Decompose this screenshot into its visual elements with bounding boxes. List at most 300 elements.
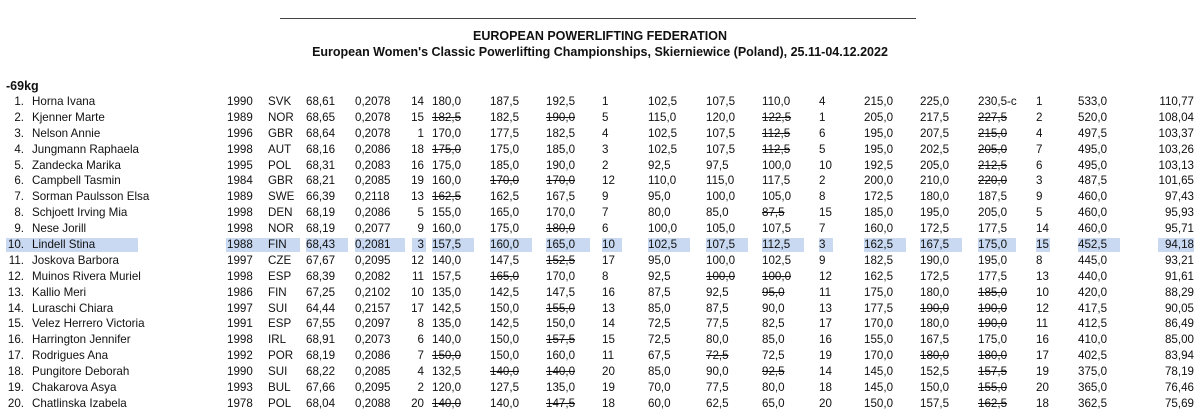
cell-sqp: 18 bbox=[602, 396, 615, 410]
cell-sq3: 157,5 bbox=[546, 333, 576, 347]
cell-dlp: 8 bbox=[1036, 253, 1043, 267]
cell-dlp: 4 bbox=[1036, 126, 1043, 140]
cell-bp2: 92,5 bbox=[706, 285, 729, 299]
cell-dl2: 180,0 bbox=[920, 349, 950, 363]
cell-year: 1997 bbox=[227, 301, 253, 315]
cell-dl3: 190,0 bbox=[978, 301, 1008, 315]
cell-sqp: 10 bbox=[602, 238, 615, 252]
cell-total: 460,0 bbox=[1078, 206, 1108, 220]
cell-rank: 15. bbox=[7, 317, 24, 331]
cell-year: 1990 bbox=[227, 95, 253, 108]
cell-bpp: 14 bbox=[819, 365, 832, 379]
table-row bbox=[0, 332, 1200, 348]
cell-dl3: 230,5-c bbox=[978, 95, 1017, 108]
results-table bbox=[0, 94, 1200, 412]
cell-dl2: 190,0 bbox=[920, 253, 950, 267]
cell-sq2: 150,0 bbox=[490, 349, 520, 363]
cell-points: 75,69 bbox=[1164, 396, 1194, 410]
cell-nat: POL bbox=[268, 396, 292, 410]
cell-points: 76,46 bbox=[1164, 381, 1194, 395]
cell-sq1: 120,0 bbox=[432, 381, 462, 395]
cell-coef: 0,2097 bbox=[355, 317, 391, 331]
cell-sq3: 135,0 bbox=[546, 381, 576, 395]
cell-bp2: 107,5 bbox=[706, 95, 736, 108]
cell-name: Muinos Rivera Muriel bbox=[32, 269, 141, 283]
cell-dl2: 180,0 bbox=[920, 317, 950, 331]
cell-dl1: 155,0 bbox=[864, 333, 894, 347]
cell-name: Jungmann Raphaela bbox=[32, 142, 139, 156]
cell-dl1: 172,5 bbox=[864, 190, 894, 204]
cell-coef: 0,2118 bbox=[355, 190, 390, 204]
cell-total: 487,5 bbox=[1078, 174, 1108, 188]
cell-coef: 0,2077 bbox=[355, 222, 391, 236]
cell-rank: 16. bbox=[7, 333, 24, 347]
cell-bw: 68,19 bbox=[306, 206, 336, 220]
cell-dl1: 162,5 bbox=[864, 269, 894, 283]
cell-dl2: 180,0 bbox=[920, 285, 950, 299]
cell-name: Schjoett Irving Mia bbox=[32, 206, 128, 220]
cell-dl3: 180,0 bbox=[978, 349, 1008, 363]
cell-sqp: 17 bbox=[602, 253, 615, 267]
cell-dl3: 155,0 bbox=[978, 381, 1008, 395]
cell-rank: 10. bbox=[7, 238, 24, 252]
cell-bpp: 3 bbox=[819, 238, 826, 252]
cell-dl2: 172,5 bbox=[920, 269, 950, 283]
cell-sq3: 185,0 bbox=[546, 142, 576, 156]
cell-points: 95,71 bbox=[1164, 222, 1194, 236]
cell-dlp: 11 bbox=[1036, 317, 1049, 331]
cell-bp1: 102,5 bbox=[648, 95, 678, 108]
cell-dl1: 162,5 bbox=[864, 238, 894, 252]
cell-sq2: 175,0 bbox=[490, 142, 520, 156]
cell-name: Lindell Stina bbox=[32, 238, 96, 252]
cell-bp3: 100,0 bbox=[762, 158, 792, 172]
cell-year: 1991 bbox=[227, 317, 253, 331]
cell-bpp: 20 bbox=[819, 396, 832, 410]
cell-dl2: 180,0 bbox=[920, 190, 950, 204]
cell-dl1: 185,0 bbox=[864, 206, 894, 220]
cell-sq2: 142,5 bbox=[490, 285, 520, 299]
cell-bp3: 102,5 bbox=[762, 253, 792, 267]
cell-bp2: 77,5 bbox=[706, 381, 729, 395]
cell-dl2: 167,5 bbox=[920, 238, 950, 252]
cell-sqp: 2 bbox=[602, 158, 609, 172]
cell-total: 495,0 bbox=[1078, 142, 1108, 156]
cell-bp1: 100,0 bbox=[648, 222, 678, 236]
cell-dlp: 2 bbox=[1036, 110, 1043, 124]
cell-nat: NOR bbox=[268, 110, 294, 124]
cell-sq3: 165,0 bbox=[546, 238, 576, 252]
cell-dl2: 225,0 bbox=[920, 95, 950, 108]
cell-lot: 3 bbox=[417, 238, 424, 252]
cell-nat: ESP bbox=[268, 317, 292, 331]
cell-sqp: 14 bbox=[602, 317, 615, 331]
cell-sq3: 170,0 bbox=[546, 206, 576, 220]
cell-dlp: 15 bbox=[1036, 238, 1049, 252]
cell-bp3: 100,0 bbox=[762, 269, 792, 283]
cell-bp3: 105,0 bbox=[762, 190, 792, 204]
cell-bpp: 10 bbox=[819, 158, 832, 172]
cell-bw: 68,91 bbox=[306, 333, 336, 347]
cell-bp2: 100,0 bbox=[706, 253, 736, 267]
cell-sqp: 1 bbox=[602, 95, 609, 108]
cell-total: 460,0 bbox=[1078, 190, 1108, 204]
cell-bpp: 4 bbox=[819, 95, 826, 108]
cell-dl2: 195,0 bbox=[920, 206, 950, 220]
cell-bp1: 92,5 bbox=[648, 269, 671, 283]
cell-bp1: 87,5 bbox=[648, 285, 671, 299]
cell-rank: 13. bbox=[7, 285, 24, 299]
cell-rank: 11. bbox=[8, 253, 24, 267]
cell-sqp: 7 bbox=[602, 206, 609, 220]
cell-year: 1989 bbox=[227, 110, 253, 124]
cell-bpp: 15 bbox=[819, 206, 832, 220]
cell-bp1: 95,0 bbox=[648, 190, 671, 204]
cell-bp2: 90,0 bbox=[706, 365, 729, 379]
cell-dl2: 152,5 bbox=[920, 365, 950, 379]
cell-dl3: 195,0 bbox=[978, 253, 1008, 267]
cell-dl1: 145,0 bbox=[864, 381, 894, 395]
cell-sqp: 9 bbox=[602, 190, 609, 204]
cell-sq3: 170,0 bbox=[546, 174, 576, 188]
cell-lot: 20 bbox=[411, 396, 424, 410]
cell-bpp: 9 bbox=[819, 253, 826, 267]
cell-sq1: 135,0 bbox=[432, 317, 462, 331]
cell-sq2: 142,5 bbox=[490, 317, 520, 331]
cell-sq2: 162,5 bbox=[490, 190, 520, 204]
table-row bbox=[0, 126, 1200, 142]
cell-dl1: 205,0 bbox=[864, 110, 894, 124]
cell-bpp: 11 bbox=[819, 285, 832, 299]
cell-rank: 12. bbox=[7, 269, 24, 283]
cell-bp1: 102,5 bbox=[648, 142, 678, 156]
cell-sqp: 8 bbox=[602, 269, 609, 283]
cell-sq1: 142,5 bbox=[432, 301, 462, 315]
cell-total: 420,0 bbox=[1078, 285, 1108, 299]
cell-dl2: 202,5 bbox=[920, 142, 950, 156]
cell-sq2: 187,5 bbox=[490, 95, 520, 108]
cell-dl3: 220,0 bbox=[978, 174, 1008, 188]
cell-bw: 68,04 bbox=[306, 396, 336, 410]
cell-nat: SUI bbox=[268, 365, 288, 379]
cell-bp2: 80,0 bbox=[706, 333, 729, 347]
cell-bp1: 60,0 bbox=[648, 396, 671, 410]
cell-bp1: 102,5 bbox=[648, 126, 678, 140]
cell-total: 520,0 bbox=[1078, 110, 1108, 124]
cell-bp1: 70,0 bbox=[648, 381, 671, 395]
cell-total: 533,0 bbox=[1078, 95, 1108, 108]
cell-dl3: 177,5 bbox=[978, 269, 1008, 283]
cell-nat: POL bbox=[268, 158, 292, 172]
cell-bw: 68,19 bbox=[306, 222, 336, 236]
cell-bp3: 72,5 bbox=[762, 349, 785, 363]
cell-points: 88,29 bbox=[1164, 285, 1194, 299]
cell-year: 1992 bbox=[227, 349, 253, 363]
cell-bw: 68,31 bbox=[306, 158, 336, 172]
cell-bp1: 115,0 bbox=[648, 110, 677, 124]
cell-name: Nese Jorill bbox=[32, 222, 87, 236]
cell-lot: 13 bbox=[411, 190, 424, 204]
cell-bpp: 19 bbox=[819, 349, 832, 363]
cell-dlp: 1 bbox=[1036, 95, 1043, 108]
cell-coef: 0,2081 bbox=[355, 238, 391, 252]
cell-name: Joskova Barbora bbox=[32, 253, 119, 267]
cell-coef: 0,2088 bbox=[355, 396, 391, 410]
cell-sq1: 175,0 bbox=[432, 158, 462, 172]
cell-nat: SVK bbox=[268, 95, 292, 108]
cell-points: 78,19 bbox=[1164, 365, 1194, 379]
cell-total: 410,0 bbox=[1078, 333, 1108, 347]
cell-rank: 6. bbox=[14, 174, 24, 188]
cell-points: 83,94 bbox=[1164, 349, 1194, 363]
cell-sqp: 20 bbox=[602, 365, 615, 379]
cell-year: 1998 bbox=[227, 206, 253, 220]
cell-year: 1984 bbox=[227, 174, 253, 188]
table-row bbox=[0, 380, 1200, 396]
cell-dlp: 20 bbox=[1036, 381, 1049, 395]
cell-bw: 64,44 bbox=[306, 301, 336, 315]
cell-bp2: 97,5 bbox=[706, 158, 729, 172]
cell-sq3: 150,0 bbox=[546, 317, 576, 331]
cell-sq3: 192,5 bbox=[546, 95, 576, 108]
cell-dlp: 5 bbox=[1036, 206, 1043, 220]
cell-bp3: 117,5 bbox=[762, 174, 791, 188]
cell-year: 1989 bbox=[227, 190, 253, 204]
cell-points: 97,43 bbox=[1164, 190, 1194, 204]
cell-sq1: 182,5 bbox=[432, 110, 462, 124]
cell-bp2: 77,5 bbox=[706, 317, 729, 331]
cell-bpp: 17 bbox=[819, 317, 832, 331]
cell-sq3: 152,5 bbox=[546, 253, 576, 267]
cell-year: 1986 bbox=[227, 285, 253, 299]
table-row bbox=[0, 189, 1200, 205]
cell-dl3: 205,0 bbox=[978, 142, 1008, 156]
cell-nat: ESP bbox=[268, 269, 292, 283]
cell-total: 460,0 bbox=[1078, 222, 1108, 236]
cell-lot: 18 bbox=[411, 142, 424, 156]
table-row bbox=[0, 158, 1200, 174]
cell-name: Kallio Meri bbox=[32, 285, 87, 299]
cell-sq1: 157,5 bbox=[432, 269, 462, 283]
table-row bbox=[0, 94, 1200, 110]
cell-sq2: 175,0 bbox=[490, 222, 520, 236]
cell-nat: GBR bbox=[268, 126, 294, 140]
cell-dl2: 190,0 bbox=[920, 301, 950, 315]
cell-nat: SUI bbox=[268, 301, 288, 315]
cell-sq3: 140,0 bbox=[546, 365, 576, 379]
cell-dl2: 167,5 bbox=[920, 333, 950, 347]
cell-name: Rodrigues Ana bbox=[32, 349, 109, 363]
cell-bp2: 107,5 bbox=[706, 142, 736, 156]
cell-dl2: 150,0 bbox=[920, 381, 950, 395]
cell-dl3: 215,0 bbox=[978, 126, 1008, 140]
table-row bbox=[0, 396, 1200, 412]
cell-dlp: 16 bbox=[1036, 333, 1049, 347]
cell-dlp: 19 bbox=[1036, 365, 1049, 379]
cell-bp3: 122,5 bbox=[762, 110, 792, 124]
cell-total: 412,5 bbox=[1078, 317, 1108, 331]
weight-class-heading: -69kg bbox=[6, 79, 39, 93]
cell-sq1: 155,0 bbox=[432, 206, 462, 220]
cell-bp1: 85,0 bbox=[648, 365, 671, 379]
cell-bw: 67,67 bbox=[306, 253, 336, 267]
cell-points: 95,93 bbox=[1164, 206, 1194, 220]
cell-bpp: 18 bbox=[819, 381, 832, 395]
cell-sq3: 147,5 bbox=[546, 285, 576, 299]
cell-name: Chakarova Asya bbox=[32, 381, 117, 395]
federation-title: EUROPEAN POWERLIFTING FEDERATION bbox=[473, 29, 727, 43]
cell-nat: CZE bbox=[268, 253, 292, 267]
cell-lot: 11 bbox=[411, 269, 424, 283]
cell-dl1: 177,5 bbox=[864, 301, 894, 315]
cell-year: 1998 bbox=[227, 269, 253, 283]
cell-sq2: 165,0 bbox=[490, 206, 520, 220]
cell-dl1: 170,0 bbox=[864, 317, 894, 331]
cell-dl3: 212,5 bbox=[978, 158, 1008, 172]
cell-sq3: 182,5 bbox=[546, 126, 576, 140]
table-row bbox=[0, 110, 1200, 126]
cell-rank: 5. bbox=[14, 158, 24, 172]
cell-rank: 1. bbox=[14, 95, 24, 108]
cell-sq1: 160,0 bbox=[432, 222, 462, 236]
cell-bp3: 110,0 bbox=[762, 95, 791, 108]
cell-coef: 0,2078 bbox=[355, 95, 391, 108]
cell-rank: 18. bbox=[7, 365, 24, 379]
cell-lot: 7 bbox=[417, 349, 424, 363]
cell-bw: 68,64 bbox=[306, 126, 336, 140]
cell-bp3: 80,0 bbox=[762, 381, 785, 395]
cell-lot: 10 bbox=[411, 285, 424, 299]
cell-bp2: 85,0 bbox=[706, 206, 729, 220]
cell-dlp: 13 bbox=[1036, 269, 1049, 283]
cell-dlp: 3 bbox=[1036, 174, 1043, 188]
cell-bw: 67,55 bbox=[306, 317, 336, 331]
cell-total: 440,0 bbox=[1078, 269, 1108, 283]
cell-sq3: 190,0 bbox=[546, 110, 576, 124]
cell-bpp: 7 bbox=[819, 222, 826, 236]
cell-sq3: 180,0 bbox=[546, 222, 576, 236]
cell-total: 375,0 bbox=[1078, 365, 1108, 379]
cell-bp1: 102,5 bbox=[648, 238, 678, 252]
cell-year: 1995 bbox=[227, 158, 253, 172]
cell-sq1: 175,0 bbox=[432, 142, 462, 156]
cell-bpp: 1 bbox=[819, 110, 826, 124]
cell-points: 93,21 bbox=[1164, 253, 1194, 267]
cell-nat: POR bbox=[268, 349, 294, 363]
cell-lot: 16 bbox=[411, 158, 424, 172]
cell-rank: 9. bbox=[14, 222, 24, 236]
cell-dl3: 205,0 bbox=[978, 206, 1008, 220]
table-row bbox=[0, 285, 1200, 301]
cell-dl1: 195,0 bbox=[864, 126, 894, 140]
championship-title: European Women's Classic Powerlifting Championships, Skierniewice (Poland), 25.11-04.12.2022 bbox=[312, 45, 888, 59]
cell-year: 1997 bbox=[227, 253, 253, 267]
cell-dl3: 190,0 bbox=[978, 317, 1008, 331]
cell-points: 85,00 bbox=[1164, 333, 1194, 347]
cell-dl3: 177,5 bbox=[978, 222, 1008, 236]
cell-name: Zandecka Marika bbox=[32, 158, 121, 172]
cell-bp1: 72,5 bbox=[648, 333, 671, 347]
cell-sq2: 160,0 bbox=[490, 238, 520, 252]
cell-total: 402,5 bbox=[1078, 349, 1108, 363]
cell-nat: FIN bbox=[268, 285, 287, 299]
cell-coef: 0,2083 bbox=[355, 158, 391, 172]
cell-dl1: 182,5 bbox=[864, 253, 894, 267]
cell-name: Kjenner Marte bbox=[32, 110, 105, 124]
cell-lot: 4 bbox=[417, 365, 424, 379]
cell-rank: 2. bbox=[14, 110, 24, 124]
cell-dl3: 227,5 bbox=[978, 110, 1008, 124]
cell-bw: 68,61 bbox=[306, 95, 336, 108]
cell-rank: 20. bbox=[7, 396, 24, 410]
cell-rank: 17. bbox=[7, 349, 24, 363]
cell-bp2: 72,5 bbox=[706, 349, 729, 363]
cell-sq1: 140,0 bbox=[432, 396, 462, 410]
cell-coef: 0,2073 bbox=[355, 333, 391, 347]
cell-bpp: 5 bbox=[819, 142, 826, 156]
cell-total: 365,0 bbox=[1078, 381, 1108, 395]
cell-rank: 14. bbox=[7, 301, 24, 315]
cell-bpp: 13 bbox=[819, 301, 832, 315]
cell-bp2: 105,0 bbox=[706, 222, 736, 236]
cell-dl2: 207,5 bbox=[920, 126, 950, 140]
cell-sq3: 160,0 bbox=[546, 349, 576, 363]
cell-sq1: 162,5 bbox=[432, 190, 462, 204]
cell-nat: FIN bbox=[268, 238, 287, 252]
cell-bw: 68,43 bbox=[306, 238, 336, 252]
cell-dl3: 157,5 bbox=[978, 365, 1008, 379]
cell-sq2: 140,0 bbox=[490, 396, 520, 410]
cell-bp3: 112,5 bbox=[762, 126, 791, 140]
table-row bbox=[0, 269, 1200, 285]
table-row bbox=[0, 205, 1200, 221]
cell-sq2: 170,0 bbox=[490, 174, 520, 188]
cell-dlp: 9 bbox=[1036, 190, 1043, 204]
cell-sq3: 167,5 bbox=[546, 190, 576, 204]
cell-sq3: 155,0 bbox=[546, 301, 576, 315]
cell-coef: 0,2086 bbox=[355, 142, 391, 156]
cell-sqp: 13 bbox=[602, 301, 615, 315]
cell-lot: 14 bbox=[411, 95, 424, 108]
cell-year: 1998 bbox=[227, 222, 253, 236]
cell-bp1: 110,0 bbox=[648, 174, 677, 188]
cell-dl1: 170,0 bbox=[864, 349, 894, 363]
cell-lot: 19 bbox=[411, 174, 424, 188]
cell-bp3: 95,0 bbox=[762, 285, 785, 299]
cell-sq2: 182,5 bbox=[490, 110, 520, 124]
cell-coef: 0,2086 bbox=[355, 349, 391, 363]
cell-sq1: 157,5 bbox=[432, 238, 462, 252]
table-row bbox=[0, 348, 1200, 364]
cell-dl2: 217,5 bbox=[920, 110, 950, 124]
cell-year: 1998 bbox=[227, 333, 253, 347]
cell-points: 94,18 bbox=[1164, 238, 1194, 252]
cell-bp2: 87,5 bbox=[706, 301, 729, 315]
cell-sq1: 140,0 bbox=[432, 253, 462, 267]
cell-points: 91,61 bbox=[1164, 269, 1194, 283]
cell-bp3: 85,0 bbox=[762, 333, 785, 347]
cell-dlp: 12 bbox=[1036, 301, 1049, 315]
cell-sq3: 170,0 bbox=[546, 269, 576, 283]
cell-lot: 1 bbox=[417, 126, 424, 140]
cell-lot: 17 bbox=[411, 301, 424, 315]
cell-bp3: 112,5 bbox=[762, 142, 791, 156]
cell-name: Luraschi Chiara bbox=[32, 301, 114, 315]
cell-nat: SWE bbox=[268, 190, 295, 204]
cell-bp1: 67,5 bbox=[648, 349, 671, 363]
cell-dlp: 10 bbox=[1036, 285, 1049, 299]
cell-coef: 0,2085 bbox=[355, 365, 391, 379]
